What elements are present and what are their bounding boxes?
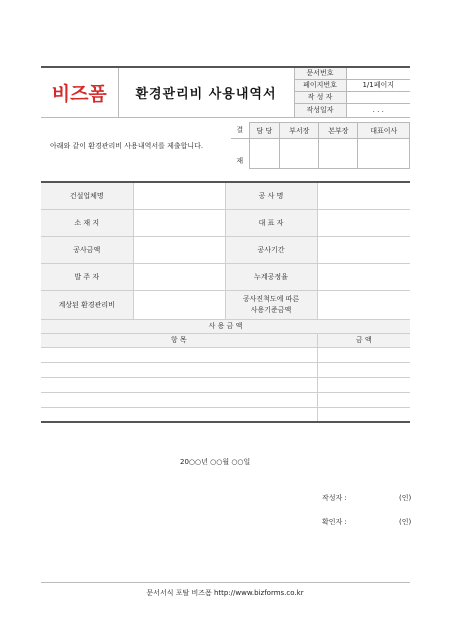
amount-cell[interactable] [317,407,410,422]
item-cell[interactable] [41,407,317,422]
approval-side-label-top: 결 [231,123,249,139]
field-standard-usage-amount[interactable] [317,290,410,319]
amount-cell[interactable] [317,377,410,392]
field-location[interactable] [133,209,225,236]
label-construction-period: 공사기간 [225,236,317,263]
label-project-name: 공 사 명 [225,182,317,209]
label-budgeted-env-cost: 계상된 환경관리비 [41,290,133,319]
label-representative: 대 표 자 [225,209,317,236]
field-budgeted-env-cost[interactable] [133,290,225,319]
meta-value-doc-number[interactable] [346,67,410,79]
meta-value-page: 1/1페이지 [346,79,410,91]
intro-text: 아래와 같이 환경관리비 사용내역서를 제출합니다. [50,142,204,150]
approval-col-dept-head: 부서장 [280,123,319,139]
amount-cell[interactable] [317,392,410,407]
approval-side-label-bottom: 재 [231,139,249,169]
field-client[interactable] [133,263,225,290]
field-contractor[interactable] [133,182,225,209]
amount-cell[interactable] [317,347,410,362]
footer-divider [41,582,410,583]
label-contractor: 건설업체명 [41,182,133,209]
label-client: 발 주 자 [41,263,133,290]
brand-logo: 비즈폼 [41,67,118,117]
meta-label-date: 작성일자 [294,103,346,117]
field-cumulative-progress[interactable] [317,263,410,290]
approval-sign-dept-head[interactable] [280,139,319,169]
usage-form-table [41,181,410,423]
field-project-name[interactable] [317,182,410,209]
meta-label-doc-number: 문서번호 [294,67,346,79]
item-cell[interactable] [41,392,317,407]
approval-col-division-head: 본부장 [319,123,358,139]
field-construction-period[interactable] [317,236,410,263]
label-standard-usage-amount: 공사진척도에 따른 사용기준금액 [225,290,317,319]
item-cell[interactable] [41,362,317,377]
document-title: 환경관리비 사용내역서 [118,67,294,117]
approval-col-staff: 담 당 [249,123,280,139]
item-column-header: 항 목 [41,333,317,347]
meta-value-author[interactable] [346,91,410,103]
meta-label-page: 페이지번호 [294,79,346,91]
item-cell[interactable] [41,377,317,392]
amount-column-header: 금 액 [317,333,410,347]
item-cell[interactable] [41,347,317,362]
approval-col-ceo: 대표이사 [358,123,410,139]
meta-value-date[interactable]: . . . [346,103,410,117]
writer-seal[interactable]: (인) [399,494,412,502]
label-location: 소 재 지 [41,209,133,236]
meta-label-author: 작 성 자 [294,91,346,103]
document-header [41,66,410,118]
approval-sign-staff[interactable] [249,139,280,169]
approval-sign-division-head[interactable] [319,139,358,169]
footer-text: 문서서식 포탈 비즈폼 http://www.bizforms.co.kr [146,589,304,597]
confirmer-seal[interactable]: (인) [399,518,412,526]
label-contract-amount: 공사금액 [41,236,133,263]
approval-box [231,122,410,169]
writer-label: 작성자 : [322,494,347,502]
label-cumulative-progress: 누계공정율 [225,263,317,290]
amount-cell[interactable] [317,362,410,377]
usage-amount-header: 사 용 금 액 [41,319,410,333]
confirmer-label: 확인자 : [322,518,347,526]
field-representative[interactable] [317,209,410,236]
submission-date[interactable]: 20○○년 ○○월 ○○일 [180,458,251,466]
approval-sign-ceo[interactable] [358,139,410,169]
field-contract-amount[interactable] [133,236,225,263]
